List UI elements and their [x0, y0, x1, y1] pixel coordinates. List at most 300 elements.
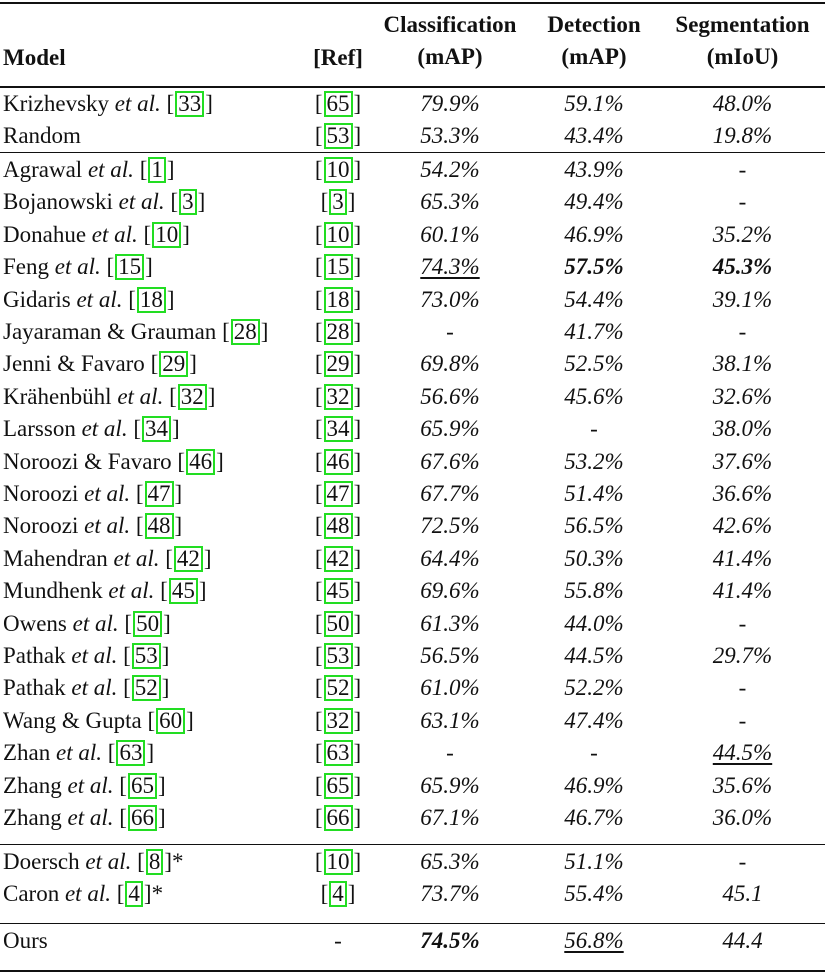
- classification-cell-value: 61.0%: [420, 675, 480, 701]
- classification-cell-value: 69.8%: [420, 351, 480, 377]
- ref-citation-link[interactable]: 28: [324, 319, 353, 345]
- ref-cell: [ 53 ]: [314, 643, 362, 668]
- citation-link[interactable]: 34: [142, 416, 171, 442]
- model-cell: Bojanowski et al. [ 3 ]: [3, 189, 206, 215]
- model-name: Pathak: [3, 675, 66, 701]
- table-row: [0, 770, 825, 802]
- detection-cell: [528, 251, 660, 283]
- ref-citation-link[interactable]: 4: [329, 881, 347, 907]
- segmentation-cell: [660, 284, 825, 316]
- ref-citation-link[interactable]: 32: [324, 384, 353, 410]
- table-row: [0, 88, 825, 120]
- classification-cell-value: 79.9%: [420, 91, 480, 116]
- segmentation-cell-value: 32.6%: [712, 383, 773, 409]
- model-cell: Noroozi et al. [ 47 ]: [3, 481, 183, 506]
- et-al: et al.: [67, 805, 114, 830]
- segmentation-cell: [660, 878, 825, 910]
- segmentation-cell-value: -: [738, 157, 747, 182]
- citation-link[interactable]: 3: [179, 189, 197, 215]
- segmentation-cell-value: 36.6%: [712, 481, 773, 506]
- citation-link[interactable]: 4: [125, 881, 143, 907]
- ref-citation-link[interactable]: 65: [324, 773, 353, 799]
- segmentation-cell-value: 45.3%: [712, 254, 773, 280]
- citation-link[interactable]: 65: [128, 773, 157, 799]
- segmentation-cell-value: 35.2%: [712, 221, 773, 247]
- segmentation-cell: [660, 737, 825, 769]
- detection-cell: [528, 284, 660, 316]
- ref-citation-link[interactable]: 50: [324, 611, 353, 637]
- ref-citation-link[interactable]: 53: [324, 123, 353, 149]
- table-row: [0, 575, 825, 607]
- detection-cell: [528, 219, 660, 251]
- citation-link[interactable]: 28: [231, 319, 260, 345]
- ref-citation-link[interactable]: 29: [324, 351, 353, 377]
- model-cell: Noroozi et al. [ 48 ]: [3, 513, 183, 539]
- model-cell: Feng et al. [ 15 ]: [3, 254, 153, 280]
- model-cell: Zhang et al. [ 66 ]: [3, 805, 166, 830]
- et-al: et al.: [87, 157, 134, 182]
- citation-link[interactable]: 48: [145, 513, 174, 539]
- table-row: [0, 878, 825, 910]
- table-rule: [0, 844, 825, 845]
- classification-cell: [376, 381, 524, 413]
- model-name: Jenni & Favaro: [3, 351, 145, 377]
- model-name: Agrawal: [3, 157, 83, 182]
- segmentation-cell-value: -: [738, 610, 747, 636]
- classification-cell: [376, 88, 524, 120]
- model-cell: [3, 120, 81, 152]
- classification-cell-value: 65.9%: [420, 416, 480, 442]
- segmentation-cell-value: 45.1: [722, 881, 763, 907]
- classification-cell: [376, 846, 524, 878]
- citation-link[interactable]: 52: [132, 675, 161, 701]
- table-row: [0, 705, 825, 737]
- table-row: [0, 672, 825, 704]
- ref-citation-link[interactable]: 66: [324, 805, 353, 831]
- table-row: [0, 186, 825, 218]
- segmentation-cell-value: 42.6%: [712, 513, 773, 539]
- et-al: et al.: [118, 189, 165, 215]
- model-name: Owens: [3, 610, 67, 636]
- et-al: et al.: [71, 643, 118, 668]
- ref-citation-link[interactable]: 10: [324, 157, 353, 183]
- classification-cell: [376, 672, 524, 704]
- detection-cell: [528, 640, 660, 672]
- et-al: et al.: [76, 286, 123, 312]
- model-name: Feng: [3, 254, 49, 280]
- detection-cell-value: 49.4%: [564, 189, 624, 215]
- model-name: Ours: [3, 928, 48, 953]
- detection-cell-value: 57.5%: [564, 254, 624, 280]
- detection-cell: [528, 381, 660, 413]
- model-name: Zhan: [3, 740, 51, 766]
- et-al: et al.: [85, 849, 132, 874]
- model-cell: Krizhevsky et al. [ 33 ]: [3, 91, 213, 116]
- detection-cell-value: 45.6%: [564, 383, 624, 409]
- model-name: Noroozi: [3, 513, 79, 539]
- segmentation-cell-value: 39.1%: [712, 286, 773, 312]
- segmentation-cell-value: 41.4%: [712, 578, 773, 604]
- detection-cell: [528, 413, 660, 445]
- segmentation-cell-value: 29.7%: [712, 643, 773, 668]
- table-row: [0, 348, 825, 380]
- model-cell: Caron et al. [ 4 ]*: [3, 881, 164, 907]
- detection-cell: [528, 737, 660, 769]
- ref-citation-link[interactable]: 32: [324, 708, 353, 734]
- classification-cell-value: -: [446, 319, 454, 344]
- ref-citation-link[interactable]: 10: [324, 222, 353, 248]
- table-row: [0, 316, 825, 348]
- header-ref-label: [Ref]: [313, 45, 363, 70]
- model-cell: Agrawal et al. [ 1 ]: [3, 157, 175, 182]
- segmentation-cell-value: 37.6%: [712, 448, 773, 474]
- ref-cell: [ 10 ]: [314, 157, 362, 182]
- citation-link[interactable]: 32: [178, 384, 207, 410]
- detection-cell-value: 53.2%: [564, 448, 624, 474]
- model-name: Wang & Gupta: [3, 707, 142, 733]
- citation-link[interactable]: 15: [115, 254, 144, 280]
- detection-cell-value: 46.7%: [564, 805, 624, 830]
- segmentation-cell: [660, 705, 825, 737]
- ref-cell: [ 10 ]: [314, 221, 362, 247]
- model-cell: [3, 925, 48, 957]
- classification-cell: [376, 316, 524, 348]
- header-classification: [372, 9, 528, 73]
- et-al: et al.: [72, 610, 119, 636]
- top-rule: [0, 2, 825, 4]
- detection-cell: [528, 802, 660, 834]
- citation-link[interactable]: 46: [186, 449, 215, 475]
- citation-link[interactable]: 47: [145, 481, 174, 507]
- model-cell: Larsson et al. [ 34 ]: [3, 416, 180, 442]
- ref-cell: [ 29 ]: [314, 351, 362, 377]
- header-segmentation: [660, 9, 825, 73]
- classification-cell: [376, 478, 524, 510]
- citation-link[interactable]: 29: [159, 351, 188, 377]
- detection-cell-value: 55.4%: [564, 881, 624, 907]
- ref-citation-link[interactable]: 52: [324, 675, 353, 701]
- table-row: [0, 510, 825, 542]
- ref-cell: [ 32 ]: [314, 707, 362, 733]
- table-row: [0, 543, 825, 575]
- ref-cell: [ 47 ]: [314, 481, 362, 506]
- classification-cell-value: 60.1%: [420, 221, 480, 247]
- detection-cell: [528, 154, 660, 186]
- segmentation-cell: [660, 640, 825, 672]
- classification-cell: [376, 575, 524, 607]
- model-cell: Doersch et al. [ 8 ]*: [3, 849, 184, 874]
- et-al: et al.: [84, 481, 131, 506]
- header-model-label: Model: [3, 45, 66, 70]
- ref-cell: [ 52 ]: [314, 675, 362, 701]
- classification-cell-value: 69.6%: [420, 578, 480, 604]
- ref-cell: [ 42 ]: [314, 545, 362, 571]
- classification-cell-value: 67.1%: [420, 805, 480, 830]
- segmentation-cell-value: -: [738, 189, 747, 215]
- detection-cell-value: 54.4%: [564, 286, 624, 312]
- detection-cell: [528, 543, 660, 575]
- detection-cell-value: 43.9%: [564, 157, 624, 182]
- classification-cell: [376, 219, 524, 251]
- segmentation-cell-value: 38.1%: [712, 351, 773, 377]
- model-cell: Pathak et al. [ 52 ]: [3, 675, 170, 701]
- table-row: [0, 802, 825, 834]
- classification-cell-value: 72.5%: [420, 513, 480, 539]
- table-row: [0, 608, 825, 640]
- et-al: et al.: [54, 254, 101, 280]
- model-name: Zhang: [3, 772, 62, 798]
- classification-cell: [376, 251, 524, 283]
- detection-cell: [528, 446, 660, 478]
- ref-cell: [ 34 ]: [314, 416, 362, 442]
- segmentation-cell: [660, 608, 825, 640]
- ref-citation-link[interactable]: 15: [324, 254, 353, 280]
- model-name: Zhang: [3, 805, 62, 830]
- citation-link[interactable]: 60: [156, 708, 185, 734]
- ref-citation-link[interactable]: 45: [324, 578, 353, 604]
- segmentation-cell: [660, 88, 825, 120]
- classification-cell-value: 63.1%: [420, 707, 480, 733]
- segmentation-cell: [660, 770, 825, 802]
- classification-cell: [376, 640, 524, 672]
- header-detection-line1: Detection: [547, 12, 641, 37]
- ref-cell: [ 66 ]: [314, 805, 362, 830]
- detection-cell: [528, 672, 660, 704]
- ref-citation-link[interactable]: 10: [324, 849, 353, 875]
- table-row: [0, 154, 825, 186]
- segmentation-cell-value: 36.0%: [712, 805, 773, 830]
- et-al: et al.: [81, 416, 128, 442]
- classification-cell-value: 56.5%: [420, 643, 480, 668]
- table-row: [0, 640, 825, 672]
- model-cell: Zhang et al. [ 65 ]: [3, 772, 166, 798]
- citation-link[interactable]: 8: [146, 849, 164, 875]
- detection-cell: [528, 846, 660, 878]
- detection-cell-value: 51.1%: [564, 849, 624, 874]
- ref-cell: [ 45 ]: [314, 578, 362, 604]
- header-segmentation-line1: Segmentation: [675, 12, 810, 37]
- segmentation-cell: [660, 510, 825, 542]
- segmentation-cell: [660, 925, 825, 957]
- classification-cell-value: -: [446, 740, 454, 766]
- model-name: Mahendran: [3, 545, 108, 571]
- model-name: Krizhevsky: [3, 91, 110, 116]
- detection-cell-value: 59.1%: [564, 91, 624, 116]
- model-cell: Zhan et al. [ 63 ]: [3, 740, 155, 766]
- segmentation-cell: [660, 251, 825, 283]
- ref-citation-link[interactable]: 53: [324, 643, 353, 669]
- table-row: [0, 120, 825, 152]
- ref-citation-link[interactable]: 63: [324, 740, 353, 766]
- ref-cell: [ 3 ]: [320, 189, 356, 215]
- model-cell: Jenni & Favaro [ 29 ]: [3, 351, 197, 377]
- model-cell: Mahendran et al. [ 42 ]: [3, 545, 212, 571]
- model-cell: Noroozi & Favaro [ 46 ]: [3, 448, 224, 474]
- et-al: et al.: [113, 545, 160, 571]
- et-al: et al.: [84, 513, 131, 539]
- ref-citation-link[interactable]: 48: [324, 513, 353, 539]
- detection-cell: [528, 478, 660, 510]
- ref-cell: [ 15 ]: [314, 254, 362, 280]
- table-row: [0, 284, 825, 316]
- detection-cell-value: 52.2%: [564, 675, 624, 701]
- segmentation-cell-value: 38.0%: [712, 416, 773, 442]
- segmentation-cell-value: -: [738, 675, 747, 701]
- citation-link[interactable]: 53: [132, 643, 161, 669]
- detection-cell-value: 56.8%: [564, 928, 624, 953]
- classification-cell: [376, 413, 524, 445]
- et-al: et al.: [114, 91, 161, 116]
- segmentation-cell: [660, 478, 825, 510]
- detection-cell-value: -: [590, 740, 598, 766]
- footnote-marker: *: [151, 881, 164, 907]
- table-rule: [0, 923, 825, 924]
- et-al: et al.: [91, 221, 138, 247]
- model-name: Noroozi & Favaro: [3, 448, 172, 474]
- ref-cell: [ 28 ]: [314, 319, 362, 344]
- detection-cell-value: 47.4%: [564, 707, 624, 733]
- classification-cell: [376, 284, 524, 316]
- segmentation-cell: [660, 316, 825, 348]
- model-cell: Donahue et al. [ 10 ]: [3, 221, 190, 247]
- ref-citation-link[interactable]: 46: [324, 449, 353, 475]
- ref-citation-link[interactable]: 18: [324, 287, 353, 313]
- table-rule: [0, 970, 825, 972]
- citation-link[interactable]: 33: [175, 91, 204, 117]
- segmentation-cell: [660, 802, 825, 834]
- model-name: Mundhenk: [3, 578, 103, 604]
- detection-cell-value: 52.5%: [564, 351, 624, 377]
- classification-cell: [376, 705, 524, 737]
- detection-cell-value: 44.0%: [564, 610, 624, 636]
- classification-cell: [376, 608, 524, 640]
- citation-link[interactable]: 50: [133, 611, 162, 637]
- model-cell: Krähenbühl et al. [ 32 ]: [3, 383, 216, 409]
- model-name: Jayaraman & Grauman: [3, 319, 217, 344]
- header-detection: [532, 9, 656, 73]
- ref-cell: [ 65 ]: [314, 91, 362, 116]
- model-cell: Wang & Gupta [ 60 ]: [3, 707, 194, 733]
- detection-cell: [528, 316, 660, 348]
- table-row: [0, 219, 825, 251]
- segmentation-cell: [660, 543, 825, 575]
- classification-cell-value: 65.3%: [420, 189, 480, 215]
- model-name: Pathak: [3, 643, 66, 668]
- table-row: [0, 846, 825, 878]
- segmentation-cell: [660, 348, 825, 380]
- citation-link[interactable]: 66: [128, 805, 157, 831]
- classification-cell: [376, 348, 524, 380]
- classification-cell: [376, 878, 524, 910]
- citation-link[interactable]: 45: [169, 578, 198, 604]
- segmentation-cell-value: 44.4: [722, 928, 763, 953]
- classification-cell-value: 65.3%: [420, 849, 480, 874]
- table-row: [0, 925, 825, 957]
- classification-cell: [376, 925, 524, 957]
- detection-cell: [528, 705, 660, 737]
- classification-cell-value: 67.7%: [420, 481, 480, 506]
- ref-citation-link[interactable]: 42: [324, 546, 353, 572]
- ref-citation-link[interactable]: 34: [324, 416, 353, 442]
- detection-cell: [528, 770, 660, 802]
- header-classification-line1: Classification: [383, 12, 517, 37]
- detection-cell: [528, 348, 660, 380]
- et-al: et al.: [117, 383, 164, 409]
- classification-cell-value: 65.9%: [420, 772, 480, 798]
- classification-cell: [376, 510, 524, 542]
- citation-link[interactable]: 10: [152, 222, 181, 248]
- header-segmentation-line2: (mIoU): [706, 44, 779, 69]
- ref-cell: [ 10 ]: [314, 849, 362, 874]
- table-row: [0, 446, 825, 478]
- segmentation-cell-value: -: [738, 849, 747, 874]
- model-name: Doersch: [3, 849, 80, 874]
- classification-cell-value: 53.3%: [420, 123, 480, 149]
- segmentation-cell-value: -: [738, 707, 747, 733]
- classification-cell-value: 67.6%: [420, 448, 480, 474]
- model-cell: Owens et al. [ 50 ]: [3, 610, 171, 636]
- detection-cell-value: 56.5%: [564, 513, 624, 539]
- segmentation-cell-value: 44.5%: [712, 740, 773, 766]
- ref-citation-link[interactable]: 65: [324, 91, 353, 117]
- classification-cell-value: 64.4%: [420, 545, 480, 571]
- segmentation-cell: [660, 413, 825, 445]
- classification-cell-value: 74.5%: [420, 928, 480, 953]
- segmentation-cell: [660, 381, 825, 413]
- header-classification-line2: (mAP): [417, 44, 483, 69]
- segmentation-cell: [660, 120, 825, 152]
- ref-cell: [ 63 ]: [314, 740, 362, 766]
- ref-cell: [ 53 ]: [314, 123, 362, 149]
- segmentation-cell: [660, 154, 825, 186]
- model-name: Donahue: [3, 221, 87, 247]
- detection-cell-value: 43.4%: [564, 123, 624, 149]
- table-row: [0, 251, 825, 283]
- segmentation-cell-value: 19.8%: [712, 123, 773, 149]
- detection-cell-value: -: [590, 416, 598, 442]
- classification-cell-value: 61.3%: [420, 610, 480, 636]
- classification-cell-value: 56.6%: [420, 383, 480, 409]
- ref-citation-link[interactable]: 3: [329, 189, 347, 215]
- citation-link[interactable]: 63: [116, 740, 145, 766]
- header-detection-line2: (mAP): [561, 44, 627, 69]
- citation-link[interactable]: 18: [137, 287, 166, 313]
- et-al: et al.: [108, 578, 155, 604]
- citation-link[interactable]: 1: [148, 157, 166, 183]
- citation-link[interactable]: 42: [174, 546, 203, 572]
- classification-cell: [376, 186, 524, 218]
- detection-cell-value: 44.5%: [564, 643, 624, 668]
- detection-cell-value: 51.4%: [564, 481, 624, 506]
- model-name: Noroozi: [3, 481, 79, 506]
- model-cell: Gidaris et al. [ 18 ]: [3, 286, 175, 312]
- segmentation-cell-value: 41.4%: [712, 545, 773, 571]
- model-cell: Pathak et al. [ 53 ]: [3, 643, 170, 668]
- et-al: et al.: [64, 881, 111, 907]
- table-row: [0, 413, 825, 445]
- model-cell: Mundhenk et al. [ 45 ]: [3, 578, 207, 604]
- classification-cell-value: 54.2%: [420, 157, 480, 182]
- ref-cell: [ 65 ]: [314, 772, 362, 798]
- detection-cell-value: 41.7%: [564, 319, 624, 344]
- segmentation-cell-value: 35.6%: [712, 772, 773, 798]
- ref-cell: [ 32 ]: [314, 383, 362, 409]
- et-al: et al.: [67, 772, 114, 798]
- segmentation-cell: [660, 446, 825, 478]
- detection-cell-value: 55.8%: [564, 578, 624, 604]
- ref-cell: [ 46 ]: [314, 448, 362, 474]
- ref-citation-link[interactable]: 47: [324, 481, 353, 507]
